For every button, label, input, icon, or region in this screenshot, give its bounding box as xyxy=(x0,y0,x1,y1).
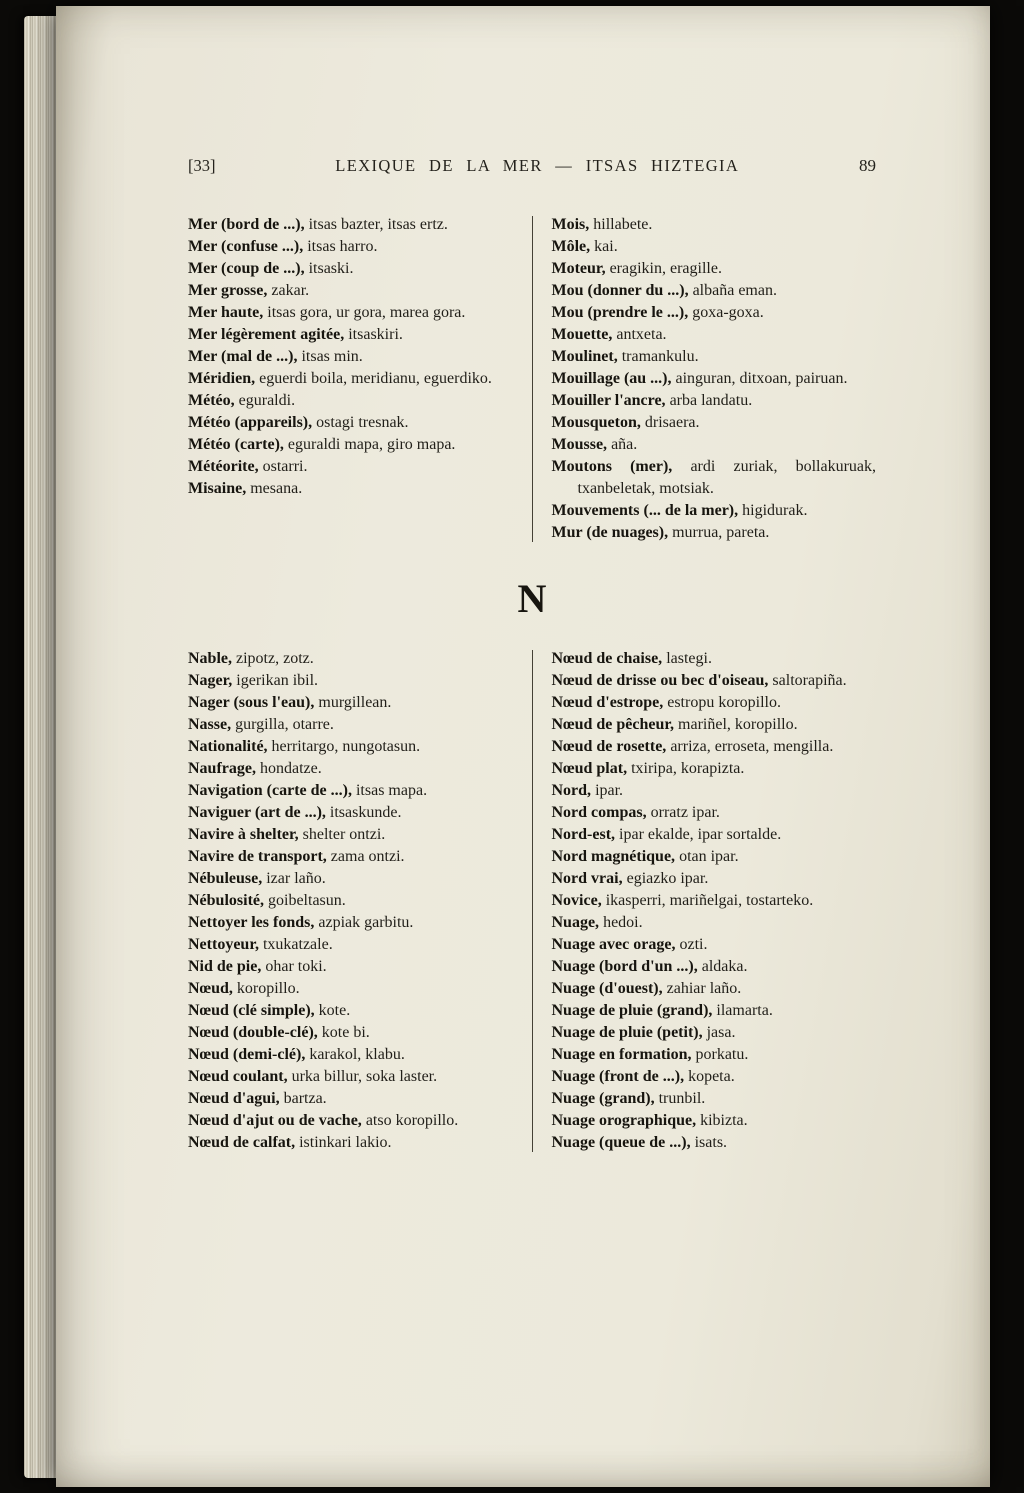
entry-translation: aldaka. xyxy=(697,958,748,975)
entry-translation: goibeltasun. xyxy=(264,892,346,909)
entry-translation: arba landatu. xyxy=(665,392,753,409)
entry-term: Nœud, xyxy=(188,980,233,997)
section-reference: [33] xyxy=(188,156,216,175)
lexicon-entry xyxy=(552,648,877,670)
lexicon-entry xyxy=(188,978,513,1000)
entry-term: Nuage (bord d'un ...), xyxy=(551,958,698,975)
entry-translation: murrua, pareta. xyxy=(668,524,770,541)
entry-translation: ostagi tresnak. xyxy=(312,414,409,431)
entry-term: Nager (sous l'eau), xyxy=(188,694,315,711)
entry-translation: txiripa, korapizta. xyxy=(627,760,745,777)
lexicon-entry xyxy=(552,868,877,890)
lexicon-entry xyxy=(552,1000,877,1022)
lexicon-entry xyxy=(188,346,513,368)
lexicon-entry xyxy=(552,692,877,714)
lexicon-entry xyxy=(552,758,877,780)
lexicon-entry xyxy=(188,824,513,846)
entry-translation: murgillean. xyxy=(314,694,392,711)
entry-translation: itsaskunde. xyxy=(325,804,402,821)
column-divider xyxy=(532,650,533,1152)
entry-translation: kote bi. xyxy=(317,1024,370,1041)
lexicon-entry xyxy=(188,956,513,978)
entry-term: Nœud (demi-clé), xyxy=(188,1046,306,1063)
entry-translation: arriza, erroseta, mengilla. xyxy=(666,738,834,755)
entry-term: Mois, xyxy=(551,216,590,233)
entry-term: Nuage (front de ...), xyxy=(551,1068,685,1085)
entry-translation: egiazko ipar. xyxy=(622,870,709,887)
entry-translation: tramankulu. xyxy=(617,348,699,365)
lexicon-entry xyxy=(188,456,513,478)
entry-term: Mousse, xyxy=(551,436,608,453)
entry-term: Nœud de calfat, xyxy=(188,1134,296,1151)
entry-translation: eguraldi. xyxy=(234,392,296,409)
entry-term: Moutons (mer), xyxy=(551,458,673,475)
entry-term: Mou (prendre le ...), xyxy=(551,304,689,321)
entry-translation: ardi zuriak, bollakuruak, txanbeletak, motsiak. xyxy=(577,458,877,497)
entry-term: Nuage de pluie (grand), xyxy=(551,1002,713,1019)
entry-term: Misaine, xyxy=(188,480,247,497)
entry-translation: ipar. xyxy=(591,782,624,799)
lexicon-entry xyxy=(188,912,513,934)
entry-term: Moteur, xyxy=(551,260,606,277)
section-m-left-column xyxy=(188,214,513,544)
lexicon-entry xyxy=(552,1066,877,1088)
entry-translation: shelter ontzi. xyxy=(298,826,386,843)
entry-translation: ostarri. xyxy=(258,458,308,475)
entry-translation: isats. xyxy=(690,1134,728,1151)
lexicon-entry xyxy=(188,302,513,324)
entry-translation: eguerdi boila, meridianu, eguerdiko. xyxy=(255,370,492,387)
lexicon-entry xyxy=(552,346,877,368)
entry-translation: gurgilla, otarre. xyxy=(231,716,334,733)
page-title: LEXIQUE DE LA MER — ITSAS HIZTEGIA xyxy=(335,156,740,175)
lexicon-entry xyxy=(552,846,877,868)
entry-translation: porkatu. xyxy=(691,1046,749,1063)
lexicon-entry xyxy=(552,1110,877,1132)
entry-translation: zama ontzi. xyxy=(326,848,405,865)
lexicon-entry xyxy=(188,1022,513,1044)
entry-translation: ipar ekalde, ipar sortalde. xyxy=(615,826,782,843)
section-n xyxy=(188,648,876,1154)
lexicon-entry xyxy=(188,670,513,692)
entry-term: Mer (mal de ...), xyxy=(188,348,298,365)
entry-translation: azpiak garbitu. xyxy=(314,914,414,931)
entry-translation: trunbil. xyxy=(654,1090,706,1107)
entry-term: Nord, xyxy=(551,782,592,799)
lexicon-entry xyxy=(552,1132,877,1154)
lexicon-entry xyxy=(188,368,513,390)
lexicon-entry xyxy=(188,1110,513,1132)
lexicon-entry xyxy=(188,434,513,456)
entry-term: Nœud de pêcheur, xyxy=(551,716,675,733)
entry-translation: txukatzale. xyxy=(258,936,333,953)
entry-translation: urka billur, soka laster. xyxy=(287,1068,438,1085)
entry-translation: itsas harro. xyxy=(303,238,378,255)
section-m-right-column xyxy=(552,214,877,544)
entry-term: Nord-est, xyxy=(551,826,616,843)
entry-translation: herritargo, nungotasun. xyxy=(267,738,421,755)
lexicon-entry xyxy=(552,412,877,434)
entry-term: Navire à shelter, xyxy=(188,826,299,843)
entry-term: Nœud de chaise, xyxy=(551,650,663,667)
entry-term: Mer (bord de ...), xyxy=(188,216,305,233)
lexicon-entry xyxy=(188,1088,513,1110)
entry-translation: izar laño. xyxy=(262,870,326,887)
entry-term: Nuage (queue de ...), xyxy=(551,1134,691,1151)
lexicon-entry xyxy=(188,280,513,302)
entry-translation: antxeta. xyxy=(612,326,667,343)
entry-term: Nœud de rosette, xyxy=(551,738,667,755)
entry-term: Nœud plat, xyxy=(551,760,628,777)
lexicon-entry xyxy=(552,802,877,824)
entry-term: Novice, xyxy=(551,892,602,909)
lexicon-entry xyxy=(188,780,513,802)
lexicon-entry xyxy=(188,1000,513,1022)
entry-translation: drisaera. xyxy=(640,414,700,431)
lexicon-entry xyxy=(188,802,513,824)
lexicon-entry xyxy=(552,956,877,978)
lexicon-entry xyxy=(188,324,513,346)
entry-term: Nœud (clé simple), xyxy=(188,1002,315,1019)
entry-translation: zakar. xyxy=(267,282,310,299)
running-head xyxy=(188,156,876,176)
entry-translation: saltorapiña. xyxy=(768,672,847,689)
entry-translation: albaña eman. xyxy=(688,282,777,299)
lexicon-entry xyxy=(188,714,513,736)
entry-term: Nœud coulant, xyxy=(188,1068,288,1085)
lexicon-entry xyxy=(552,236,877,258)
entry-translation: lastegi. xyxy=(662,650,712,667)
entry-term: Mouette, xyxy=(551,326,613,343)
entry-term: Nuage orographique, xyxy=(551,1112,697,1129)
lexicon-entry xyxy=(552,1044,877,1066)
entry-term: Nébuleuse, xyxy=(188,870,263,887)
entry-term: Nettoyeur, xyxy=(188,936,259,953)
entry-term: Naviguer (art de ...), xyxy=(188,804,326,821)
entry-term: Nasse, xyxy=(188,716,232,733)
entry-translation: koropillo. xyxy=(232,980,300,997)
lexicon-entry xyxy=(552,456,877,500)
lexicon-entry xyxy=(552,302,877,324)
lexicon-entry xyxy=(188,412,513,434)
entry-term: Naufrage, xyxy=(188,760,256,777)
lexicon-entry xyxy=(552,522,877,544)
lexicon-entry xyxy=(552,978,877,1000)
entry-term: Nid de pie, xyxy=(188,958,262,975)
entry-term: Nord compas, xyxy=(551,804,647,821)
entry-term: Mousqueton, xyxy=(551,414,641,431)
lexicon-entry xyxy=(188,478,513,500)
lexicon-entry xyxy=(188,890,513,912)
lexicon-entry xyxy=(552,714,877,736)
entry-translation: itsaski. xyxy=(304,260,354,277)
entry-term: Mouiller l'ancre, xyxy=(551,392,666,409)
lexicon-entry xyxy=(552,258,877,280)
entry-term: Nœud d'estrope, xyxy=(551,694,664,711)
section-n-right-column xyxy=(552,648,877,1154)
entry-translation: itsas gora, ur gora, marea gora. xyxy=(263,304,466,321)
lexicon-entry xyxy=(552,368,877,390)
entry-translation: zipotz, zotz. xyxy=(232,650,314,667)
lexicon-entry xyxy=(552,780,877,802)
entry-term: Mer (confuse ...), xyxy=(188,238,304,255)
entry-translation: bartza. xyxy=(279,1090,327,1107)
entry-translation: ainguran, ditxoan, pairuan. xyxy=(671,370,848,387)
entry-translation: jasa. xyxy=(702,1024,736,1041)
page-number: 89 xyxy=(858,156,876,175)
entry-term: Météo (appareils), xyxy=(188,414,313,431)
lexicon-entry xyxy=(188,736,513,758)
entry-term: Nord magnétique, xyxy=(551,848,676,865)
entry-translation: ikasperri, mariñelgai, tostarteko. xyxy=(601,892,814,909)
entry-term: Nable, xyxy=(188,650,232,667)
entry-translation: hedoi. xyxy=(599,914,643,931)
lexicon-entry xyxy=(188,1044,513,1066)
entry-term: Nager, xyxy=(188,672,233,689)
entry-translation: kote. xyxy=(314,1002,351,1019)
entry-term: Mouillage (au ...), xyxy=(551,370,672,387)
lexicon-entry xyxy=(552,1022,877,1044)
entry-translation: istinkari lakio. xyxy=(295,1134,392,1151)
entry-term: Nord vrai, xyxy=(551,870,623,887)
entry-term: Météo (carte), xyxy=(188,436,284,453)
lexicon-entry xyxy=(552,670,877,692)
lexicon-entry xyxy=(552,736,877,758)
entry-term: Nettoyer les fonds, xyxy=(188,914,315,931)
book-page-edges xyxy=(24,16,56,1478)
entry-translation: otan ipar. xyxy=(675,848,739,865)
entry-term: Mer grosse, xyxy=(188,282,268,299)
entry-term: Nuage (d'ouest), xyxy=(551,980,663,997)
entry-term: Moulinet, xyxy=(551,348,618,365)
entry-translation: mesana. xyxy=(246,480,303,497)
entry-term: Météo, xyxy=(188,392,235,409)
page-content xyxy=(188,156,876,1154)
entry-term: Navire de transport, xyxy=(188,848,327,865)
book-page xyxy=(56,6,990,1487)
entry-translation: orratz ipar. xyxy=(646,804,720,821)
entry-translation: hondatze. xyxy=(255,760,322,777)
entry-term: Nationalité, xyxy=(188,738,268,755)
entry-translation: itsas mapa. xyxy=(351,782,428,799)
entry-term: Mer légèrement agitée, xyxy=(188,326,345,343)
entry-translation: mariñel, koropillo. xyxy=(674,716,798,733)
lexicon-entry xyxy=(552,324,877,346)
lexicon-entry xyxy=(552,390,877,412)
entry-translation: kopeta. xyxy=(684,1068,735,1085)
entry-translation: eguraldi mapa, giro mapa. xyxy=(283,436,456,453)
entry-translation: kai. xyxy=(590,238,618,255)
lexicon-entry xyxy=(552,890,877,912)
entry-term: Mur (de nuages), xyxy=(551,524,669,541)
entry-term: Nœud d'ajut ou de vache, xyxy=(188,1112,362,1129)
entry-term: Nuage, xyxy=(551,914,600,931)
lexicon-entry xyxy=(188,258,513,280)
entry-term: Mouvements (... de la mer), xyxy=(551,502,739,519)
lexicon-entry xyxy=(552,214,877,236)
lexicon-entry xyxy=(188,692,513,714)
entry-term: Nœud de drisse ou bec d'oiseau, xyxy=(551,672,769,689)
entry-term: Nuage en formation, xyxy=(551,1046,692,1063)
lexicon-entry xyxy=(552,1088,877,1110)
entry-translation: atso koropillo. xyxy=(361,1112,459,1129)
entry-translation: ohar toki. xyxy=(261,958,327,975)
lexicon-entry xyxy=(188,236,513,258)
entry-translation: ilamarta. xyxy=(712,1002,773,1019)
lexicon-entry xyxy=(552,500,877,522)
section-m xyxy=(188,214,876,544)
entry-translation: zahiar laño. xyxy=(662,980,742,997)
entry-translation: itsas bazter, itsas ertz. xyxy=(304,216,448,233)
lexicon-entry xyxy=(188,648,513,670)
entry-translation: hillabete. xyxy=(589,216,653,233)
entry-term: Nuage (grand), xyxy=(551,1090,655,1107)
entry-translation: goxa-goxa. xyxy=(688,304,764,321)
entry-term: Météorite, xyxy=(188,458,259,475)
entry-translation: itsaskiri. xyxy=(344,326,403,343)
letter-heading-n: N xyxy=(517,576,547,621)
entry-translation: higidurak. xyxy=(738,502,808,519)
lexicon-entry xyxy=(188,1132,513,1154)
lexicon-entry xyxy=(188,758,513,780)
entry-term: Mou (donner du ...), xyxy=(551,282,689,299)
entry-translation: estropu koropillo. xyxy=(663,694,781,711)
entry-term: Nœud (double-clé), xyxy=(188,1024,318,1041)
entry-translation: aña. xyxy=(607,436,638,453)
entry-term: Môle, xyxy=(551,238,591,255)
lexicon-entry xyxy=(552,434,877,456)
section-n-left-column xyxy=(188,648,513,1154)
entry-term: Navigation (carte de ...), xyxy=(188,782,352,799)
entry-term: Nuage de pluie (petit), xyxy=(551,1024,703,1041)
lexicon-entry xyxy=(552,824,877,846)
entry-translation: eragikin, eragille. xyxy=(605,260,722,277)
column-divider xyxy=(532,216,533,542)
entry-translation: karakol, klabu. xyxy=(305,1046,405,1063)
lexicon-entry xyxy=(188,868,513,890)
entry-translation: itsas min. xyxy=(297,348,363,365)
lexicon-entry xyxy=(188,390,513,412)
entry-term: Méridien, xyxy=(188,370,256,387)
entry-term: Nébulosité, xyxy=(188,892,264,909)
lexicon-entry xyxy=(188,934,513,956)
entry-term: Mer (coup de ...), xyxy=(188,260,305,277)
lexicon-entry xyxy=(552,912,877,934)
entry-translation: ozti. xyxy=(675,936,708,953)
lexicon-entry xyxy=(552,934,877,956)
lexicon-entry xyxy=(188,214,513,236)
entry-term: Nuage avec orage, xyxy=(551,936,676,953)
lexicon-entry xyxy=(188,1066,513,1088)
lexicon-entry xyxy=(552,280,877,302)
entry-translation: kibizta. xyxy=(696,1112,748,1129)
entry-translation: igerikan ibil. xyxy=(232,672,319,689)
lexicon-entry xyxy=(188,846,513,868)
entry-term: Mer haute, xyxy=(188,304,264,321)
entry-term: Nœud d'agui, xyxy=(188,1090,280,1107)
